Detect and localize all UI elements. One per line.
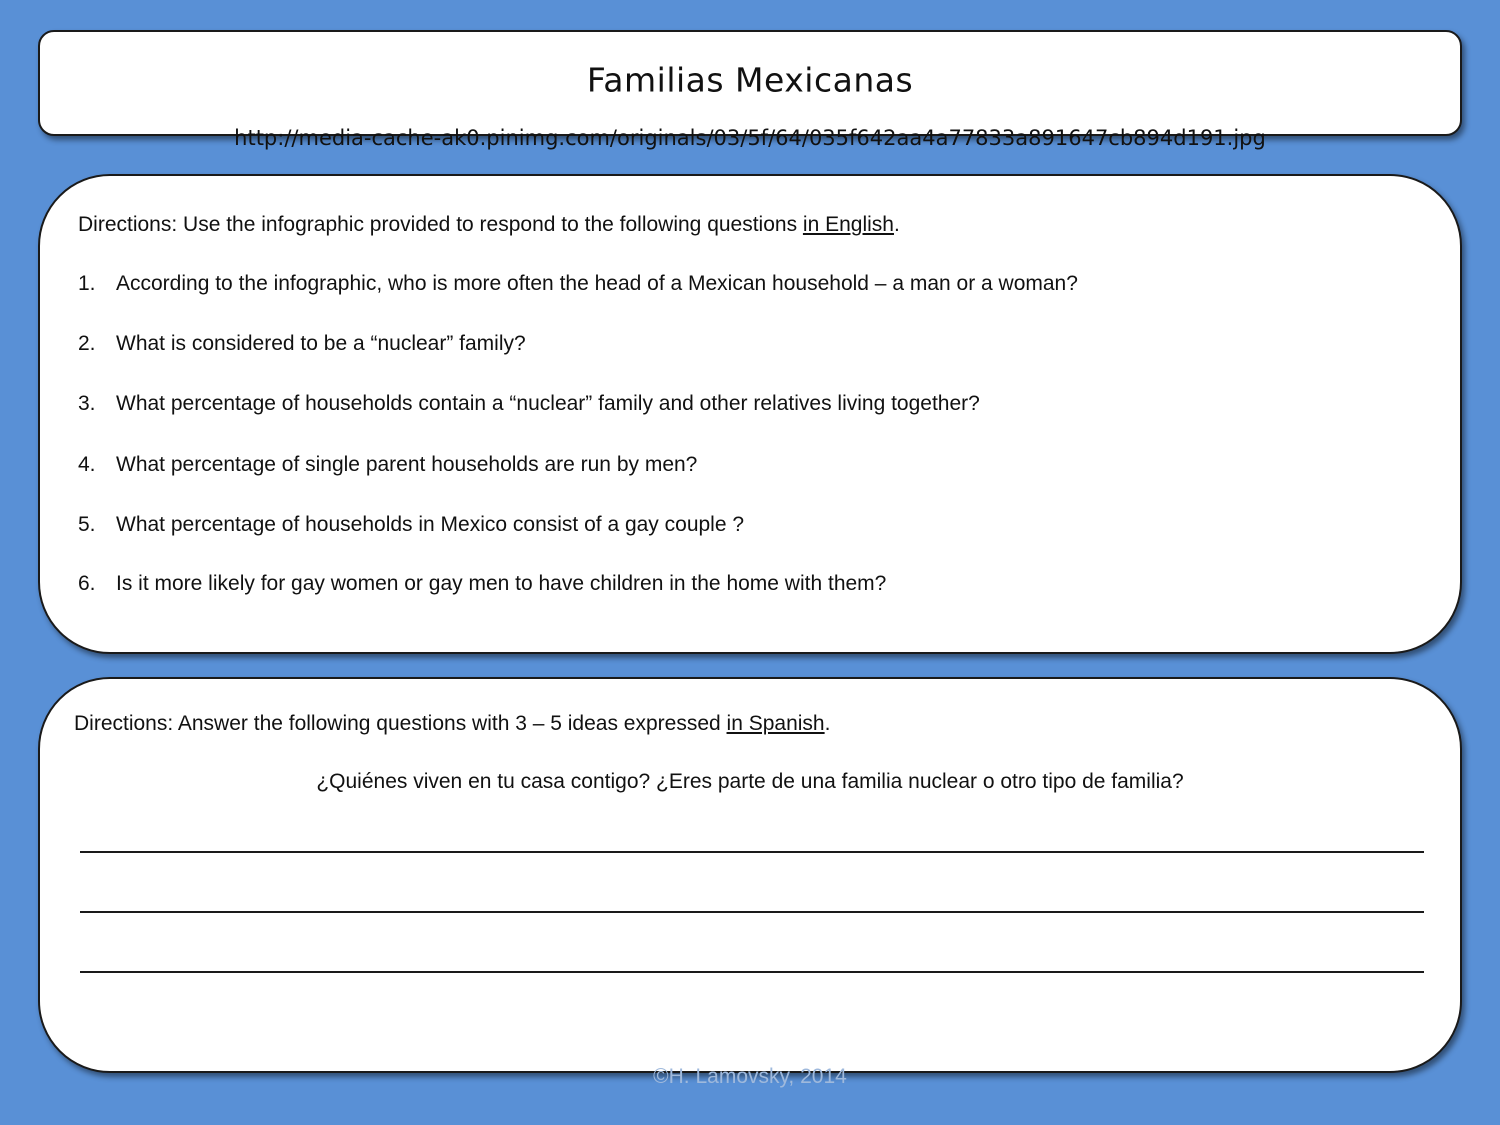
question-number: 1. — [78, 272, 96, 295]
copyright-footer: ©H. Lamovsky, 2014 — [653, 1065, 847, 1088]
spanish-directions-suffix: . — [824, 712, 831, 735]
question-number: 5. — [78, 513, 96, 536]
question-text: According to the infographic, who is more often the head of a Mexican household – a man or a woman? — [116, 272, 1078, 295]
spanish-directions — [74, 712, 830, 736]
spanish-prompt: ¿Quiénes viven en tu casa contigo? ¿Eres parte de una familia nuclear o otro tipo de familia? — [316, 770, 1184, 793]
spanish-answer-card — [38, 677, 1462, 1073]
question-text: Is it more likely for gay women or gay men to have children in the home with them? — [116, 572, 887, 595]
answer-line[interactable] — [80, 971, 1424, 973]
in-spanish-underlined: in Spanish — [726, 712, 825, 735]
question-number: 2. — [78, 332, 96, 355]
english-directions-suffix: . — [893, 213, 900, 236]
question-number: 6. — [78, 572, 96, 595]
english-directions — [78, 213, 900, 237]
source-url: http://media-cache-ak0.pinimg.com/originals/03/5f/64/035f642aa4a77833a891647cb894d191.jpg — [234, 126, 1266, 150]
question-number: 3. — [78, 392, 96, 415]
english-questions-card — [38, 174, 1462, 654]
title-card — [38, 30, 1462, 150]
question-text: What percentage of households contain a “nuclear” family and other relatives living together? — [116, 392, 980, 415]
answer-line[interactable] — [80, 911, 1424, 913]
question-number: 4. — [78, 453, 96, 476]
english-directions-prefix: Directions: Use the infographic provided to respond to the following questions — [78, 213, 803, 236]
page-title: Familias Mexicanas — [586, 60, 914, 100]
question-text: What percentage of single parent households are run by men? — [116, 453, 698, 476]
question-text: What percentage of households in Mexico consist of a gay couple ? — [116, 513, 745, 536]
answer-line[interactable] — [80, 851, 1424, 853]
question-text: What is considered to be a “nuclear” family? — [116, 332, 526, 355]
spanish-directions-prefix: Directions: Answer the following questions with 3 – 5 ideas expressed — [74, 712, 727, 735]
in-english-underlined: in English — [802, 213, 894, 236]
